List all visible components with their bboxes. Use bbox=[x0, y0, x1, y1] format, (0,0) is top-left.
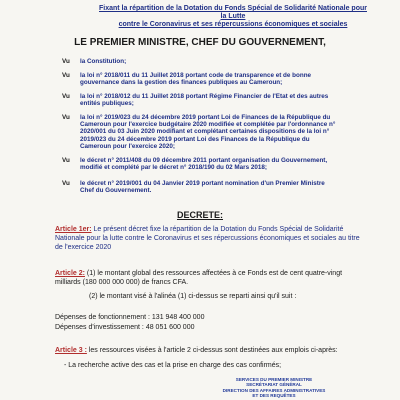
depense-label: Dépenses de fonctionnement : bbox=[55, 314, 152, 321]
article-3-label: Article 3 : bbox=[55, 347, 87, 354]
article-1 bbox=[55, 225, 360, 252]
article-2-text-1: (1) le montant global des ressources affectées à ce Fonds est de cent quatre-vingt milliards (180 000 000 000) de francs CFA. bbox=[55, 270, 343, 286]
article-1-text: Le présent décret fixe la répartition de la Dotation du Fonds Spécial de Solidarité Nationale pour la lutte contre le Coronavirus et ses répercussions économiques et sociales au titre de l'exercice 2020 bbox=[55, 226, 360, 251]
article-3 bbox=[55, 346, 365, 355]
stamp-line-4: ET DES REQUÊTES bbox=[252, 393, 296, 399]
article-2-label: Article 2: bbox=[55, 270, 85, 277]
article-2-paragraph-2: (2) le montant visé à l'alinéa (1) ci-dessus se reparti ainsi qu'il suit : bbox=[89, 293, 297, 300]
decrete-heading: DECRETE: bbox=[176, 210, 223, 220]
vu-label: Vu bbox=[62, 114, 70, 121]
stamp-line-2: SECRÉTARIAT GÉNÉRAL bbox=[246, 382, 302, 388]
stamp-line-3: DIRECTION DES AFFAIRES ADMINISTRATIVES bbox=[222, 387, 326, 393]
article-1-label: Article 1er: bbox=[55, 226, 92, 233]
depense-value: 131 948 400 000 bbox=[151, 314, 205, 321]
list-item: - La recherche active des cas et la prise en charge des cas confirmés; bbox=[64, 362, 282, 369]
vu-label: Vu bbox=[62, 93, 70, 100]
vu-text: la loi n° 2018/011 du 11 Juillet 2018 portant code de transparence et de bonne gouvernance dans la gestion des finances publiques au Cameroun; bbox=[80, 72, 312, 87]
vu-label: Vu bbox=[62, 157, 70, 164]
authority-title: LE PREMIER MINISTRE, CHEF DU GOUVERNEMENT, bbox=[74, 37, 326, 48]
stamp-line-1: SERVICES DU PREMIER MINISTRE bbox=[235, 377, 313, 382]
article-2 bbox=[55, 269, 360, 287]
vu-text: la Constitution; bbox=[80, 58, 127, 65]
depense-row bbox=[55, 313, 204, 322]
article-3-text: les ressources visées à l'article 2 ci-dessus sont destinées aux emplois ci-après: bbox=[86, 347, 338, 354]
decree-subject-header bbox=[98, 5, 368, 29]
header-line-1: Fixant la répartition de la Dotation du Fonds Spécial de Solidarité Nationale pour la Lutte bbox=[99, 5, 367, 20]
vu-text: la loi n° 2018/012 du 11 Juillet 2018 portant Régime Financier de l'Etat et des autres entités publiques; bbox=[80, 93, 329, 108]
vu-text: le décret n° 2019/001 du 04 Janvier 2019 portant nomination d'un Premier Ministre Chef du Gouvernement. bbox=[80, 180, 325, 195]
vu-label: Vu bbox=[62, 180, 70, 187]
depense-value: 48 051 600 000 bbox=[145, 324, 195, 331]
depense-row bbox=[55, 323, 195, 332]
vu-label: Vu bbox=[62, 58, 70, 65]
vu-text: le décret n° 2011/408 du 09 décembre 2011 portant organisation du Gouvernement, modifié et complété par le décret n° 2018/190 du 02 Mars 2018; bbox=[80, 157, 328, 172]
vu-label: Vu bbox=[62, 72, 70, 79]
administrative-stamp bbox=[214, 377, 334, 399]
vu-text: la loi n° 2019/023 du 24 décembre 2019 portant Loi de Finances de la République du Cameroun pour l'exercice budgétaire 2020 modifiée et complétée par l'ordonnance n° 2020/001 du 03 Juin 2020 modifiant et complétant certaines dispositions de la loi n° 2019/023 du 24 décembre 2019 portant Loi des Finances de la République du Cameroun pour l'exercice 2020; bbox=[80, 114, 336, 150]
depense-label: Dépenses d'investissement : bbox=[55, 324, 146, 331]
header-line-2: contre le Coronavirus et ses répercussions économiques et sociales bbox=[118, 21, 348, 28]
